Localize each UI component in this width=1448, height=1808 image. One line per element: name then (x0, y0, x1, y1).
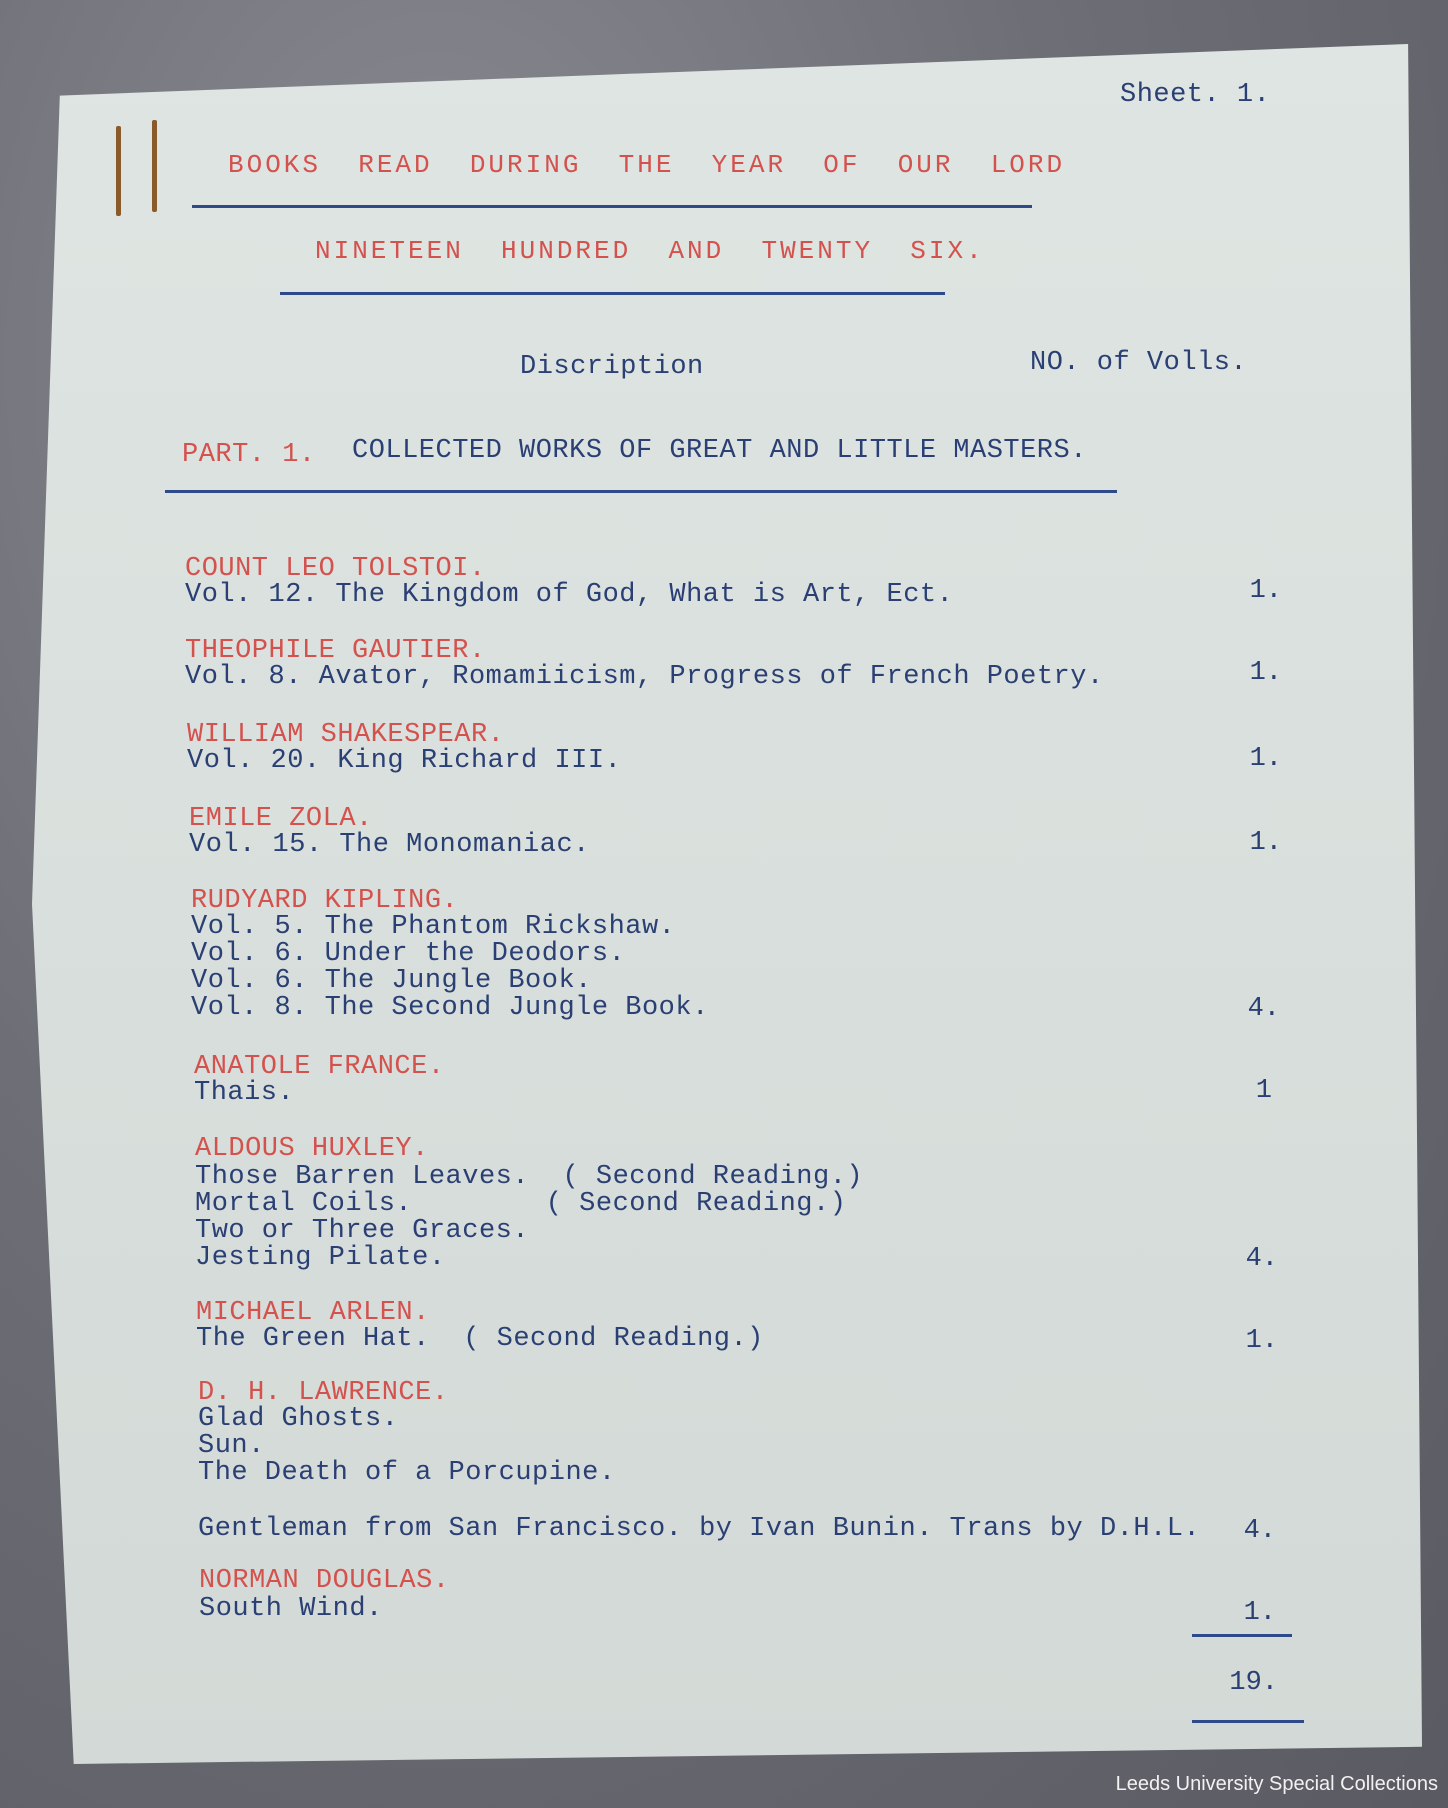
book-line: Vol. 12. The Kingdom of God, What is Art, Ect. (185, 580, 954, 610)
collection-credit: Leeds University Special Collections (1115, 1773, 1438, 1795)
part-title: COLLECTED WORKS OF GREAT AND LITTLE MASTERS. (352, 436, 1087, 466)
volume-count: 1. (1243, 1598, 1276, 1628)
volume-count: 4. (1243, 1516, 1276, 1546)
author-name: RUDYARD KIPLING. (191, 886, 459, 916)
volume-count: 1 (1255, 1076, 1272, 1106)
author-name: NORMAN DOUGLAS. (199, 1566, 450, 1596)
book-line: Those Barren Leaves. ( Second Reading.) (195, 1162, 864, 1192)
book-line: The Death of a Porcupine. (198, 1458, 616, 1488)
book-line: Two or Three Graces. (195, 1216, 530, 1246)
column-header-description: Discription (520, 352, 704, 382)
book-line: The Green Hat. ( Second Reading.) (196, 1324, 764, 1354)
book-line: Mortal Coils. ( Second Reading.) (195, 1189, 847, 1219)
author-name: D. H. LAWRENCE. (198, 1378, 449, 1408)
volume-count: 1. (1249, 744, 1282, 774)
book-line: Vol. 5. The Phantom Rickshaw. (191, 912, 676, 942)
book-line: Vol. 6. Under the Deodors. (191, 939, 626, 969)
part-underline (165, 490, 1117, 493)
volume-count: 1. (1249, 828, 1282, 858)
book-line: Thais. (194, 1078, 295, 1108)
book-line: Vol. 8. The Second Jungle Book. (191, 993, 709, 1023)
book-line: Vol. 20. King Richard III. (187, 746, 622, 776)
book-line: Glad Ghosts. (198, 1404, 399, 1434)
volume-count: 1. (1249, 658, 1282, 688)
author-name: EMILE ZOLA. (189, 804, 373, 834)
author-name: WILLIAM SHAKESPEAR. (187, 720, 505, 750)
staple-mark (116, 126, 121, 216)
volume-count: 4. (1245, 1244, 1278, 1274)
staple-mark (152, 120, 157, 212)
author-name: ALDOUS HUXLEY. (195, 1134, 429, 1164)
column-header-volumes: NO. of Volls. (1030, 348, 1248, 378)
total-rule-top (1192, 1634, 1292, 1637)
book-line: South Wind. (199, 1594, 383, 1624)
volume-count: 1. (1249, 576, 1282, 606)
author-name: COUNT LEO TOLSTOI. (185, 554, 486, 584)
author-name: THEOPHILE GAUTIER. (185, 636, 486, 666)
book-line: Vol. 15. The Monomaniac. (189, 830, 590, 860)
total-volumes: 19. (1229, 1668, 1278, 1698)
volume-count: 1. (1245, 1326, 1278, 1356)
author-name: ANATOLE FRANCE. (194, 1052, 445, 1082)
part-label: PART. 1. (182, 440, 316, 470)
book-line: Vol. 8. Avator, Romamiicism, Progress of French Poetry. (185, 662, 1104, 692)
book-line: Gentleman from San Francisco. by Ivan Bunin. Trans by D.H.L. (198, 1514, 1201, 1544)
book-line: Sun. (198, 1431, 265, 1461)
title-line-2: NINETEEN HUNDRED AND TWENTY SIX. (315, 236, 985, 266)
author-name: MICHAEL ARLEN. (196, 1298, 430, 1328)
book-line: Vol. 6. The Jungle Book. (191, 966, 592, 996)
volume-count: 4. (1247, 994, 1280, 1024)
title-line-1: BOOKS READ DURING THE YEAR OF OUR LORD (228, 150, 1066, 180)
sheet-number: Sheet. 1. (1120, 80, 1271, 110)
title-underline-2 (280, 292, 945, 295)
total-rule-bottom (1192, 1720, 1304, 1723)
title-underline-1 (192, 205, 1032, 208)
book-line: Jesting Pilate. (195, 1243, 446, 1273)
